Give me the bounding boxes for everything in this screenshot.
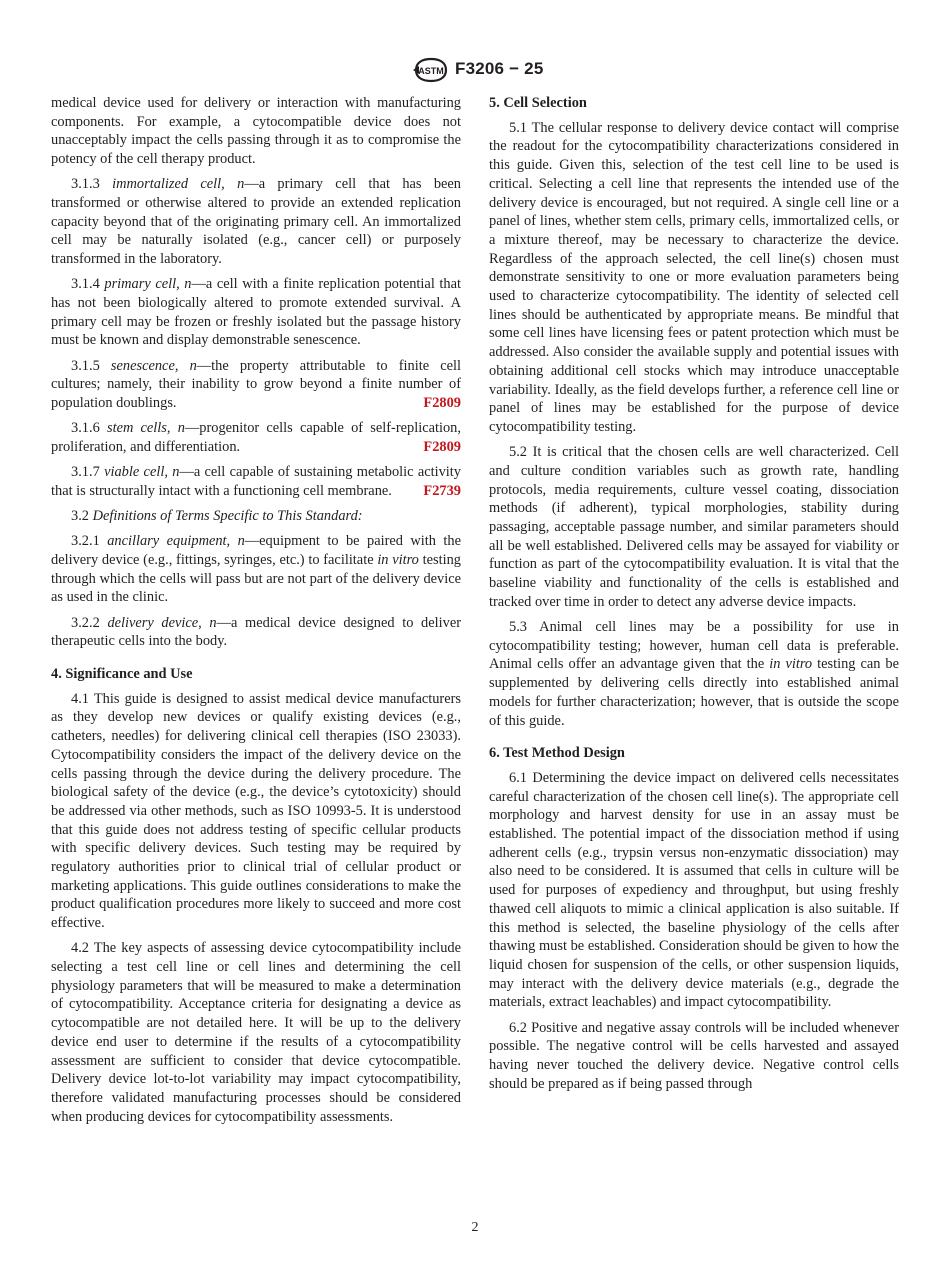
paragraph-continuation: medical device used for delivery or interaction with manufacturing components. For example, a cytocompatible device does not unacceptably impact the cells passing through it as to compromise the potency of the cell therapy product.	[51, 95, 461, 168]
section-5-heading: 5. Cell Selection	[489, 95, 587, 111]
section-6-heading: 6. Test Method Design	[489, 745, 625, 762]
term: ancillary equipment, n	[107, 533, 245, 550]
right-column	[489, 94, 899, 1100]
page-number: 2	[471, 1220, 479, 1235]
paragraph-5-1: 5.1 The cellular response to delivery device contact will comprise the readout for the cytocompatibility characterizations considered in this guide. Given this, selection of the test cell line to be used is critical. Selecting a cell line that represents the intended use of the delivery device is encouraged, but not required. A single cell line or a panel of lines, whether stem cells, primary cells, immortalized cells, or a mixture thereof, may be necessary to characterize the device. Regardless of the approach selected, the cell line(s) chosen must demonstrate sensitivity to one or more evaluation parameters being used to characterize cytocompatibility. The identity of selected cell lines should be authenticated by appropriate means. Be mindful that some cell lines have licensing fees or patent protection which must be addressed. Also consider the available supply and potential issues with obtaining additional cell stocks which may introduce unacceptable variability. Ideally, as the field develops further, a reference cell line or panel of lines may be established for the purpose of device cytocompatibility testing.	[489, 119, 899, 435]
definition-3-2-1: 3.2.1 ancillary equipment, n—equipment to be paired with the delivery device (e.g., fittings, syringes, etc.) to facilitate in vitro testing through which the cells will pass but are not part of the delivery device as used in the clinic.	[51, 533, 461, 606]
term: primary cell, n	[104, 276, 192, 293]
definition-3-1-7: 3.1.7 viable cell, n—a cell capable of sustaining metabolic activity that is structurally intact with a functioning cell membrane. F2739	[51, 464, 461, 499]
term: stem cells, n	[106, 420, 185, 437]
reference-link-f2739[interactable]: F2739	[423, 482, 461, 499]
paragraph-6-2: 6.2 Positive and negative assay controls will be included whenever possible. The negative control will be cells harvested and assayed having never touched the delivery device. Negative control cells should be prepared as if being passed through	[489, 1019, 899, 1092]
paragraph-5-3: 5.3 Animal cell lines may be a possibility for use in cytocompatibility testing; however, human cell data is preferable. Animal cells offer an advantage given that the in vitro testing can be supplemented by delivering cells directly into established animal models for further characterization; however, that is outside the scope of this guide.	[489, 618, 900, 729]
page-header	[0, 57, 950, 83]
reference-link-f2809[interactable]: F2809	[423, 395, 461, 412]
paragraph-4-1: 4.1 This guide is designed to assist medical device manufacturers as they develop new devices or qualify existing devices (e.g., catheters, needles) for delivering clinical cell therapies (ISO 23033). Cytocompatibility considers the impact of the delivery device on the cells passing through the device during the delivery procedure. The biological safety of the device (e.g., the device’s cytotoxicity) should be addressed via other methods, such as ISO 10993-5. It is understood that this guide does not address testing of specific cellular products with specific delivery devices. Such testing may be required by regulatory authorities prior to clinical trial of cellular product or marketing applications. This guide outlines considerations to make the product qualification procedures more likely to succeed and more cost effective.	[51, 690, 461, 932]
document-designation: F3206 − 25	[455, 59, 544, 78]
astm-logo-icon	[412, 57, 450, 83]
paragraph-6-1: 6.1 Determining the device impact on delivered cells necessitates careful characterization of the chosen cell line(s). The appropriate cell morphology and harvest density for use in an assay must be established. The potential impact of the dissociation method if using adherent cells (e.g., trypsin versus non-enzymatic dissociation) may also need to be considered. It is assumed that cells in culture will be used for purposes of expediency and throughput, but using freshly thawed cell aliquots to mimic a clinical application is also suitable. If this method is selected, the baseline physiology of the cells after thawing must be established. Consideration should be given to how the liquid chosen for suspension of the cells, or other suspension liquids, may interact with the delivery device materials (e.g., degrade the materials, extract leachables) and impact cytocompatibility.	[489, 769, 899, 1011]
definition-3-1-5: 3.1.5 senescence, n—the property attributable to finite cell cultures; namely, their inability to grow beyond a finite number of population doublings. F2809	[51, 357, 461, 412]
subsection-3-2: 3.2 Definitions of Terms Specific to This Standard:	[71, 508, 363, 525]
reference-link-f2809[interactable]: F2809	[423, 438, 461, 455]
definition-3-2-2: 3.2.2 delivery device, n—a medical device designed to deliver therapeutic cells into the body.	[51, 614, 461, 650]
definition-3-1-6: 3.1.6 stem cells, n—progenitor cells capable of self-replication, proliferation, and differentiation. F2809	[51, 420, 461, 455]
term: immortalized cell, n	[112, 176, 245, 193]
logo-text: ASTM	[418, 66, 444, 76]
definition-3-1-4: 3.1.4 primary cell, n—a cell with a finite replication potential that has not been biologically altered to promote extended survival. A primary cell may be frozen or freshly isolated but the passage history must be known and display demonstrable senescence.	[51, 276, 461, 349]
paragraph-4-2: 4.2 The key aspects of assessing device cytocompatibility include selecting a test cell line or cell lines and determining the cell physiology parameters that will be measured to make a determination of cytocompatibility. Acceptance criteria for designating a device as cytocompatible are not detailed here. It will be up to the delivery device end user to determine if the results of a cytocompatibility assessment are sufficient to consider that device cytocompatible. Delivery device lot-to-lot variability may impact cytocompatibility, therefore validated manufacturing processes should be considered when producing devices for cytocompatibility assessments.	[51, 940, 461, 1125]
term: viable cell, n	[104, 464, 180, 481]
section-4-heading: 4. Significance and Use	[51, 665, 193, 682]
left-column	[51, 94, 461, 1133]
paragraph-5-2: 5.2 It is critical that the chosen cells are well characterized. Cell and culture condition variables such as growth rate, handling protocols, media requirements, culture vessel coating, dissociation methods (if adherent), typical morphologies, stability during passaging, acceptable passage number, and similar parameters should all be well established. Delivered cells may be assayed for viability or function as part of the cytocompatibility evaluation. It is vital that the baseline viability and functionality of the cells is established and tracked over time in order to detect any adverse device impacts.	[489, 444, 899, 610]
term: senescence, n	[110, 357, 197, 374]
term: delivery device, n	[107, 614, 217, 631]
definition-3-1-3: 3.1.3 immortalized cell, n—a primary cell that has been transformed or otherwise altered to provide an extended replication capacity beyond that of the originating primary cell. An immortalized cell may be naturally isolated (e.g., cancer cell) or purposely transformed in the laboratory.	[51, 176, 461, 268]
